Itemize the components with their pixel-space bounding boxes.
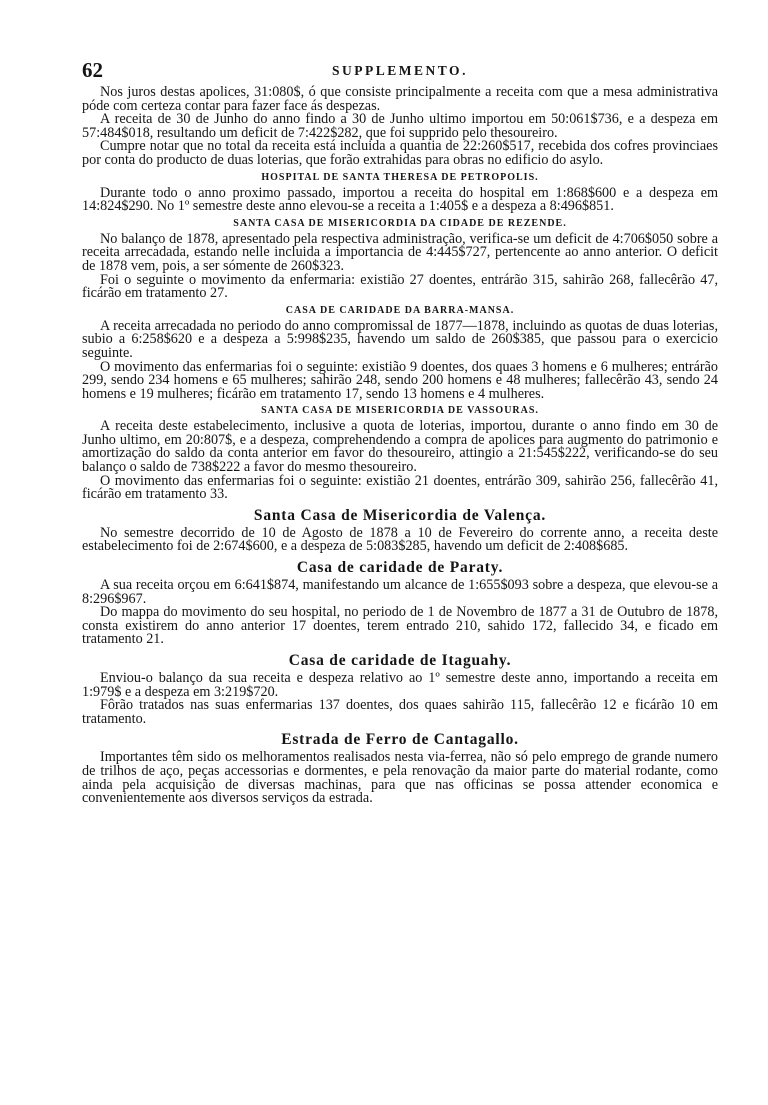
paragraph: No balanço de 1878, apresentado pela respectiva administração, verifica-se um deficit de 4:706$050 sobre a receita arrecadada, estando nelle incluida a importancia de 4:445$727, pertencente ao anno anterior. O deficit de 1878 vem, pois, a ser sómente de 260$323. — [82, 230, 718, 274]
section — [82, 559, 718, 647]
section-heading: SANTA CASA DE MISERICORDIA DA CIDADE DE REZENDE. — [233, 217, 567, 229]
section-heading: CASA DE CARIDADE DA BARRA-MANSA. — [285, 304, 515, 316]
section-heading: Casa de caridade de Paraty. — [296, 559, 504, 577]
section — [82, 507, 718, 554]
paragraph: Do mappa do movimento do seu hospital, no periodo de 1 de Novembro de 1877 a 31 de Outubro de 1878, consta existirem do anno anterior 17 doentes, terem entrado 210, sahido 172, fallecido 34, e ficado em tratamento 21. — [82, 604, 718, 648]
section-heading: HOSPITAL DE SANTA THERESA DE PETROPOLIS. — [261, 171, 539, 183]
document-body — [82, 86, 718, 806]
paragraph: A receita de 30 de Junho do anno findo a 30 de Junho ultimo importou em 50:061$736, e a despeza em 57:484$018, resultando um deficit de 7:422$282, que foi supprido pelo thesoureiro. — [82, 111, 718, 141]
running-head: SUPPLEMENTO. — [332, 63, 468, 78]
paragraph: Nos juros destas apolices, 31:080$, ó que consiste principalmente a receita com que a mesa administrativa póde com certeza contar para fazer face ás despezas. — [82, 84, 718, 114]
paragraph: A receita deste estabelecimento, inclusive a quota de loterias, importou, durante o anno findo em 30 de Junho ultimo, em 20:807$, e a despeza, comprehendendo a compra de apolices para augmento do patrimonio e amortização do saldo da conta anterior em favor do thesoureiro, attingio a 21:545$222, verificando-se do seu balanço o saldo de 738$222 a favor do mesmo thesoureiro. — [82, 418, 718, 476]
paragraph: Importantes têm sido os melhoramentos realisados nesta via-ferrea, não só pelo emprego de grande numero de trilhos de aço, peças accessorias e dormentes, e pela renovação da maior parte do material rodante, como ainda pela acquisição de diversas machinas, para que nas officinas se possa attender economica e convenientemente aos diversos serviços da estrada. — [82, 749, 718, 807]
section — [82, 731, 718, 805]
section — [82, 652, 718, 726]
page-header — [82, 58, 718, 82]
paragraph: No semestre decorrido de 10 de Agosto de 1878 a 10 de Fevereiro do corrente anno, a receita deste estabelecimento foi de 2:674$600, e a despeza de 5:083$285, havendo um deficit de 2:408$685. — [82, 524, 718, 555]
section-heading: Estrada de Ferro de Cantagallo. — [281, 731, 519, 749]
paragraph: Cumpre notar que no total da receita está incluida a quantia de 22:260$517, recebida dos cofres provinciaes por conta do producto de duas loterias, que forão extrahidas para obras no edificio do asylo. — [82, 138, 718, 168]
paragraph: A sua receita orçou em 6:641$874, manifestando um alcance de 1:655$093 sobre a despeza, que elevou-se a 8:296$967. — [82, 577, 718, 607]
document-page — [82, 58, 718, 806]
paragraph: Enviou-o balanço da sua receita e despeza relativo ao 1º semestre deste anno, importando a receita em 1:979$ e a despeza em 3:219$720. — [82, 670, 718, 700]
section-heading: Casa de caridade de Itaguahy. — [288, 652, 512, 669]
paragraph: A receita arrecadada no periodo do anno compromissal de 1877—1878, incluindo as quotas de duas loterias, subio a 6:258$620 e a despeza a 5:998$235, havendo um saldo de 260$385, que passou para o exercicio seguinte. — [82, 317, 718, 361]
section — [82, 218, 718, 301]
section — [82, 305, 718, 402]
paragraph: Durante todo o anno proximo passado, importou a receita do hospital em 1:868$600 e a despeza em 14:824$290. No 1º semestre deste anno elevou-se a receita a 1:405$ e a despeza a 8:496$851. — [82, 184, 718, 215]
paragraph: O movimento das enfermarias foi o seguinte: existião 9 doentes, dos quaes 3 homens e 6 mulheres; entrárão 299, sendo 234 homens e 65 mulheres; sahirão 248, sendo 200 homens e 48 mulheres; fallecêrão 43, sendo 24 homens e 19 mulheres; ficárão em tratamento 17, sendo 13 homens e 4 mulheres. — [82, 358, 718, 402]
paragraph: Fôrão tratados nas suas enfermarias 137 doentes, dos quaes sahirão 115, fallecêrão 12 e ficárão 10 em tratamento. — [82, 697, 718, 727]
paragraph: O movimento das enfermarias foi o seguinte: existião 21 doentes, entrárão 309, sahirão 256, fallecêrão 41, ficárão em tratamento 33. — [82, 472, 718, 503]
page-number: 62 — [82, 58, 103, 82]
paragraph: Foi o seguinte o movimento da enfermaria: existião 27 doentes, entrárão 315, sahirão 268, fallecêrão 47, ficárão em tratamento 27. — [82, 271, 718, 302]
section — [82, 405, 718, 502]
section — [82, 86, 718, 168]
section — [82, 172, 718, 214]
section-heading: Santa Casa de Misericordia de Valença. — [253, 506, 547, 524]
section-heading: SANTA CASA DE MISERICORDIA DE VASSOURAS. — [261, 405, 539, 417]
